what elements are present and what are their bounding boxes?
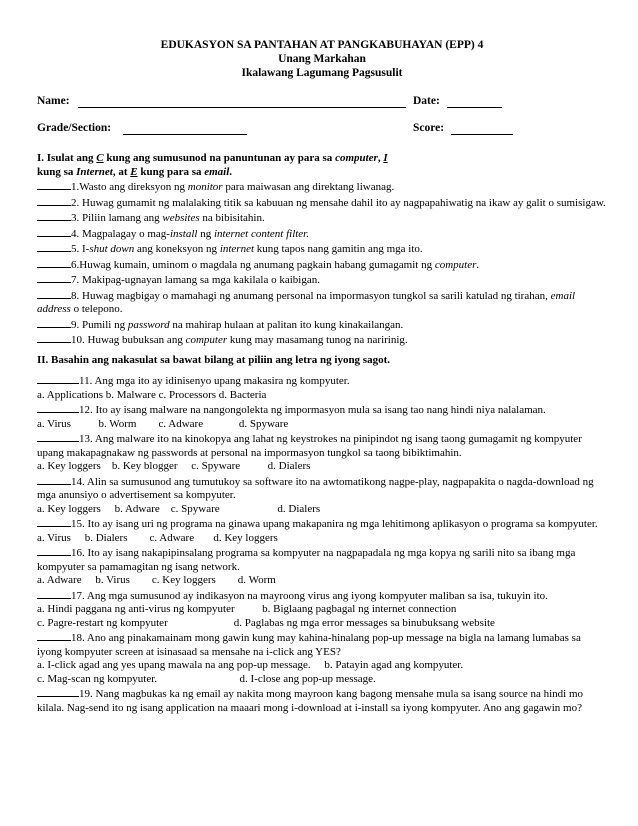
answer-blank[interactable] [37,516,71,527]
list-item: 8. Huwag magbigay o mamahagi ng anumang personal na impormasyon tungkol sa sarili katulad ng tirahan, email address o telepono. [37,289,576,315]
part2-instructions: II. Basahin ang nakasulat sa bawat bilang at piliin ang letra ng iyong sagot. [37,353,391,366]
options-12: a. Virus b. Worm c. Adware d. Spyware [37,417,289,430]
options-13: a. Key loggers b. Key blogger c. Spyware d. Dialers [37,460,311,472]
score-label: Score: [413,122,445,134]
answer-blank[interactable] [37,474,71,485]
list-item: 1.Wasto ang direksyon ng monitor para maiwasan ang direktang liwanag. [37,179,607,195]
part1-instructions: I. Isulat ang C kung ang sumusunod na panuntunan ay para sa computer, I kung sa Internet, at E kung para sa email. [37,152,388,178]
answer-blank[interactable] [37,179,71,190]
options-18a: a. I-click agad ang yes upang mawala na ang pop-up message. b. Patayin agad ang kompyuter. [37,659,464,671]
options-17b: c. Pagre-restart ng kompyuter d. Paglabas ng mga error messages sa binubuksang website [37,616,495,629]
answer-blank[interactable] [37,272,71,283]
grade-section-label: Grade/Section: [37,122,112,134]
answer-blank[interactable] [37,241,71,252]
question-13: 13. Ang malware ito na kinokopya ang lahat ng keystrokes na pinipindot ng isang taong gumagamit ng kompyuter upang makapagnakaw ng passwords at personal na impormasyon tungkol sa taong bibiktimahin. [37,433,582,459]
answer-blank[interactable] [37,317,71,328]
answer-blank[interactable] [37,257,71,268]
list-item: 3. Piliin lamang ang websites na bibisitahin. [37,210,607,226]
name-label: Name: [37,95,70,107]
list-item: 9. Pumili ng password na mahirap hulaan at palitan ito kung kinakailangan. [37,317,607,333]
name-field[interactable] [78,95,406,108]
question-18: 18. Ano ang pinakamainam mong gawin kung may kahina-hinalang pop-up message na bigla na lamang lumabas sa iyong kompyuter screen at isinasaad sa mensahe na i-click ang YES? [37,632,581,658]
list-item: 6.Huwag kumain, uminom o magdala ng anumang pagkain habang gumagamit ng computer. [37,257,607,273]
options-15: a. Virus b. Dialers c. Adware d. Key loggers [37,531,278,544]
answer-blank[interactable] [37,210,71,221]
question-16: 16. Ito ay isang nakapipinsalang programa sa kompyuter na nagpapadala ng mga kopya ng sarili nito sa ibang mga kompyuter sa pamamagitan ng isang network. [37,547,576,573]
answer-blank[interactable] [37,332,71,343]
score-field[interactable] [451,122,513,135]
question-12: 12. Ito ay isang malware na nangongolekta ng impormasyon mula sa isang tao nang hindi niya nalalaman. [37,402,607,418]
question-19: 19. Nang magbukas ka ng email ay nakita mong mayroon kang bagong mensahe mula sa isang source na hindi mo kilala. Nag-send ito ng isang application na maaari mong i-download at i-install sa iyong kompyuter. Ano ang gagawin mo? [37,688,584,714]
part1-list [37,179,607,348]
question-15: 15. Ito ay isang uri ng programa na ginawa upang makapanira ng mga lehitimong aplikasyon o programa sa kompyuter. [37,516,607,532]
answer-blank[interactable] [37,288,71,299]
question-14: 14. Alin sa sumusunod ang tumutukoy sa software ito na awtomatikong nagpe-play, nagpapakita o nagda-download ng mga anunsiyo o advertisement sa kompyuter. [37,475,594,501]
quarter-label: Unang Markahan [278,53,366,65]
date-field[interactable] [447,95,502,108]
list-item: 10. Huwag bubuksan ang computer kung may masamang tunog na naririnig. [37,332,607,348]
answer-blank[interactable] [37,588,71,599]
worksheet-page [37,38,607,715]
options-18b: c. Mag-scan ng kompyuter. d. I-close ang pop-up message. [37,672,376,685]
header [37,38,607,80]
answer-blank[interactable] [37,686,79,697]
grade-score-row [37,122,607,138]
answer-blank[interactable] [37,195,71,206]
answer-blank[interactable] [37,431,79,442]
answer-blank[interactable] [37,630,71,641]
answer-blank[interactable] [37,545,71,556]
list-item: 5. I-shut down ang koneksyon ng internet kung tapos nang gamitin ang mga ito. [37,241,607,257]
answer-blank[interactable] [37,402,79,413]
answer-blank[interactable] [37,373,79,384]
options-11: a. Applications b. Malware c. Processors d. Bacteria [37,388,267,401]
test-name: Ikalawang Lagumang Pagsusulit [241,67,403,79]
part2-list [37,373,607,715]
list-item: 4. Magpalagay o mag-install ng internet content filter. [37,226,607,242]
list-item: 7. Makipag-ugnayan lamang sa mga kakilala o kaibigan. [37,272,607,288]
question-11: 11. Ang mga ito ay idinisenyo upang makasira ng kompyuter. [37,373,607,389]
date-label: Date: [413,95,440,107]
name-date-row [37,95,607,111]
answer-blank[interactable] [37,226,71,237]
worksheet-title: EDUKASYON SA PANTAHAN AT PANGKABUHAYAN (EPP) 4 [160,39,484,51]
options-14: a. Key loggers b. Adware c. Spyware d. Dialers [37,502,321,515]
grade-section-field[interactable] [123,122,247,135]
list-item: 2. Huwag gumamit ng malalaking titik sa kabuuan ng mensahe dahil ito ay nagpapahiwatig na ikaw ay galit o sumisigaw. [37,195,607,211]
options-17a: a. Hindi paggana ng anti-virus ng kompyuter b. Biglaang pagbagal ng internet connection [37,603,457,615]
options-16: a. Adware b. Virus c. Key loggers d. Worm [37,574,276,586]
question-17: 17. Ang mga sumusunod ay indikasyon na mayroong virus ang iyong kompyuter maliban sa isa, tukuyin ito. [37,588,607,604]
